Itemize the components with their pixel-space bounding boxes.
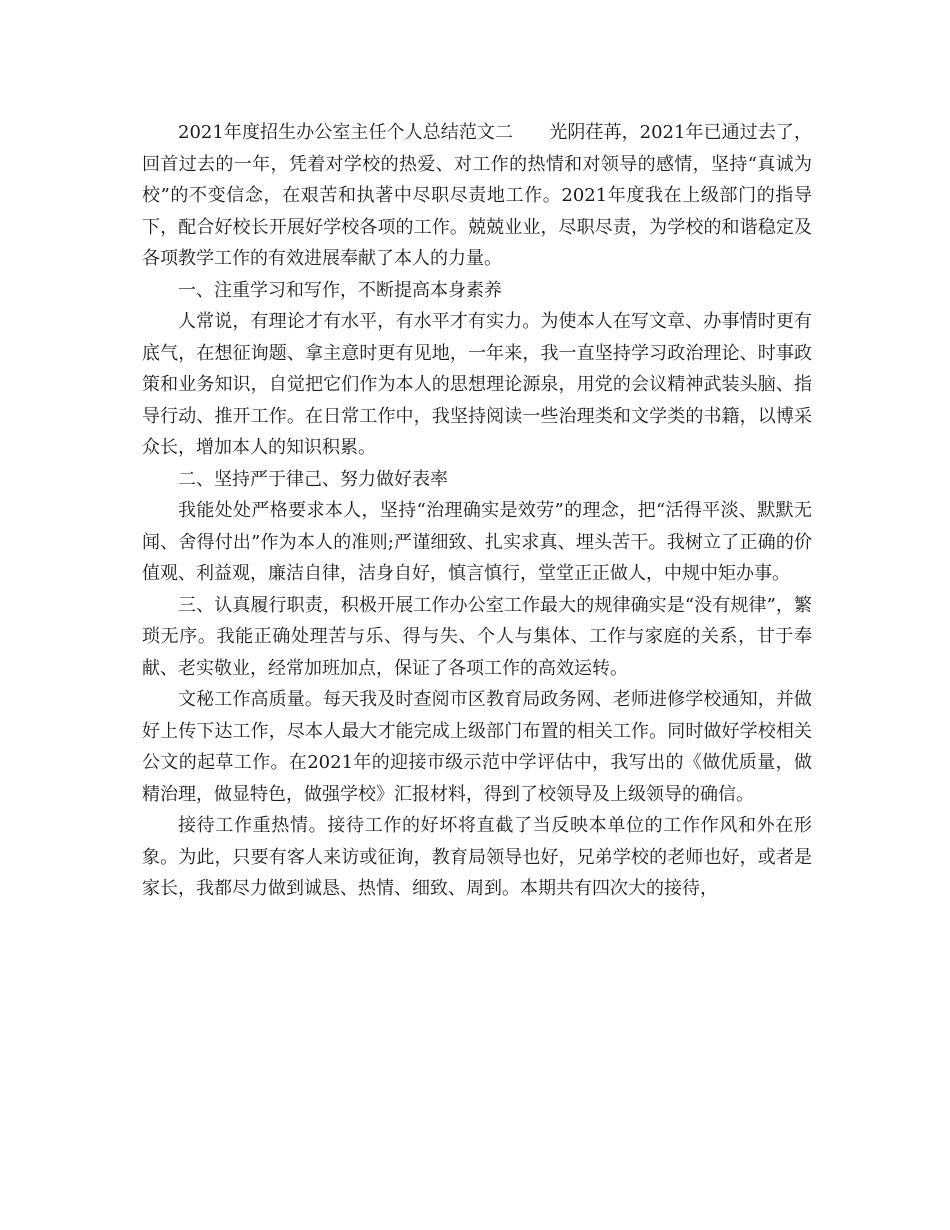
- section-heading-1: 一、注重学习和写作，不断提高本身素养: [178, 279, 502, 301]
- section-heading-3: 三、认真履行职责，积极开展工作办公室工作最大的规律确实是“没有规律”，繁琐无序。我能正确处理苦与乐、得与失、个人与集体、工作与家庭的关系，甘于奉献、老实敬业，经常加班加点，保证了各项工作的高效运转。: [142, 594, 812, 679]
- body-paragraph: 人常说，有理论才有水平，有水平才有实力。为使本人在写文章、办事情时更有底气，在想征询题、拿主意时更有见地，一年来，我一直坚持学习政治理论、时事政策和业务知识，自觉把它们作为本人的思想理论源泉，用党的会议精神武装头脑、指导行动、推开工作。在日常工作中，我坚持阅读一些治理类和文学类的书籍，以博采众长，增加本人的知识积累。: [142, 311, 812, 458]
- body-paragraph: 接待工作重热情。接待工作的好坏将直截了当反映本单位的工作作风和外在形象。为此，只要有客人来访或征询，教育局领导也好，兄弟学校的老师也好，或者是家长，我都尽力做到诚恳、热情、细致、周到。本期共有四次大的接待，: [142, 815, 812, 899]
- body-paragraph: 文秘工作高质量。每天我及时查阅市区教育局政务网、老师进修学校通知，并做好上传下达工作，尽本人最大才能完成上级部门布置的相关工作。同时做好学校相关公文的起草工作。在2021年的迎接市级示范中学评估中，我写出的《做优质量，做精治理，做显特色，做强学校》汇报材料，得到了校领导及上级领导的确信。: [142, 689, 812, 805]
- intro-paragraph: 2021年度招生办公室主任个人总结范文二 光阴荏苒，2021年已通过去了，回首过去的一年，凭着对学校的热爱、对工作的热情和对领导的感情，坚持“真诚为校”的不变信念，在艰苦和执著中尽职尽责地工作。2021年度我在上级部门的指导下，配合好校长开展好学校各项的工作。兢兢业业，尽职尽责，为学校的和谐稳定及各项教学工作的有效进展奉献了本人的力量。: [142, 122, 812, 269]
- document-page: [142, 117, 812, 905]
- section-heading-2: 二、坚持严于律己、努力做好表率: [178, 468, 448, 490]
- body-paragraph: 我能处处严格要求本人，坚持“治理确实是效劳”的理念，把“活得平淡、默默无闻、舍得付出”作为本人的准则;严谨细致、扎实求真、埋头苦干。我树立了正确的价值观、利益观，廉洁自律，洁身自好，慎言慎行，堂堂正正做人，中规中矩办事。: [142, 500, 812, 584]
